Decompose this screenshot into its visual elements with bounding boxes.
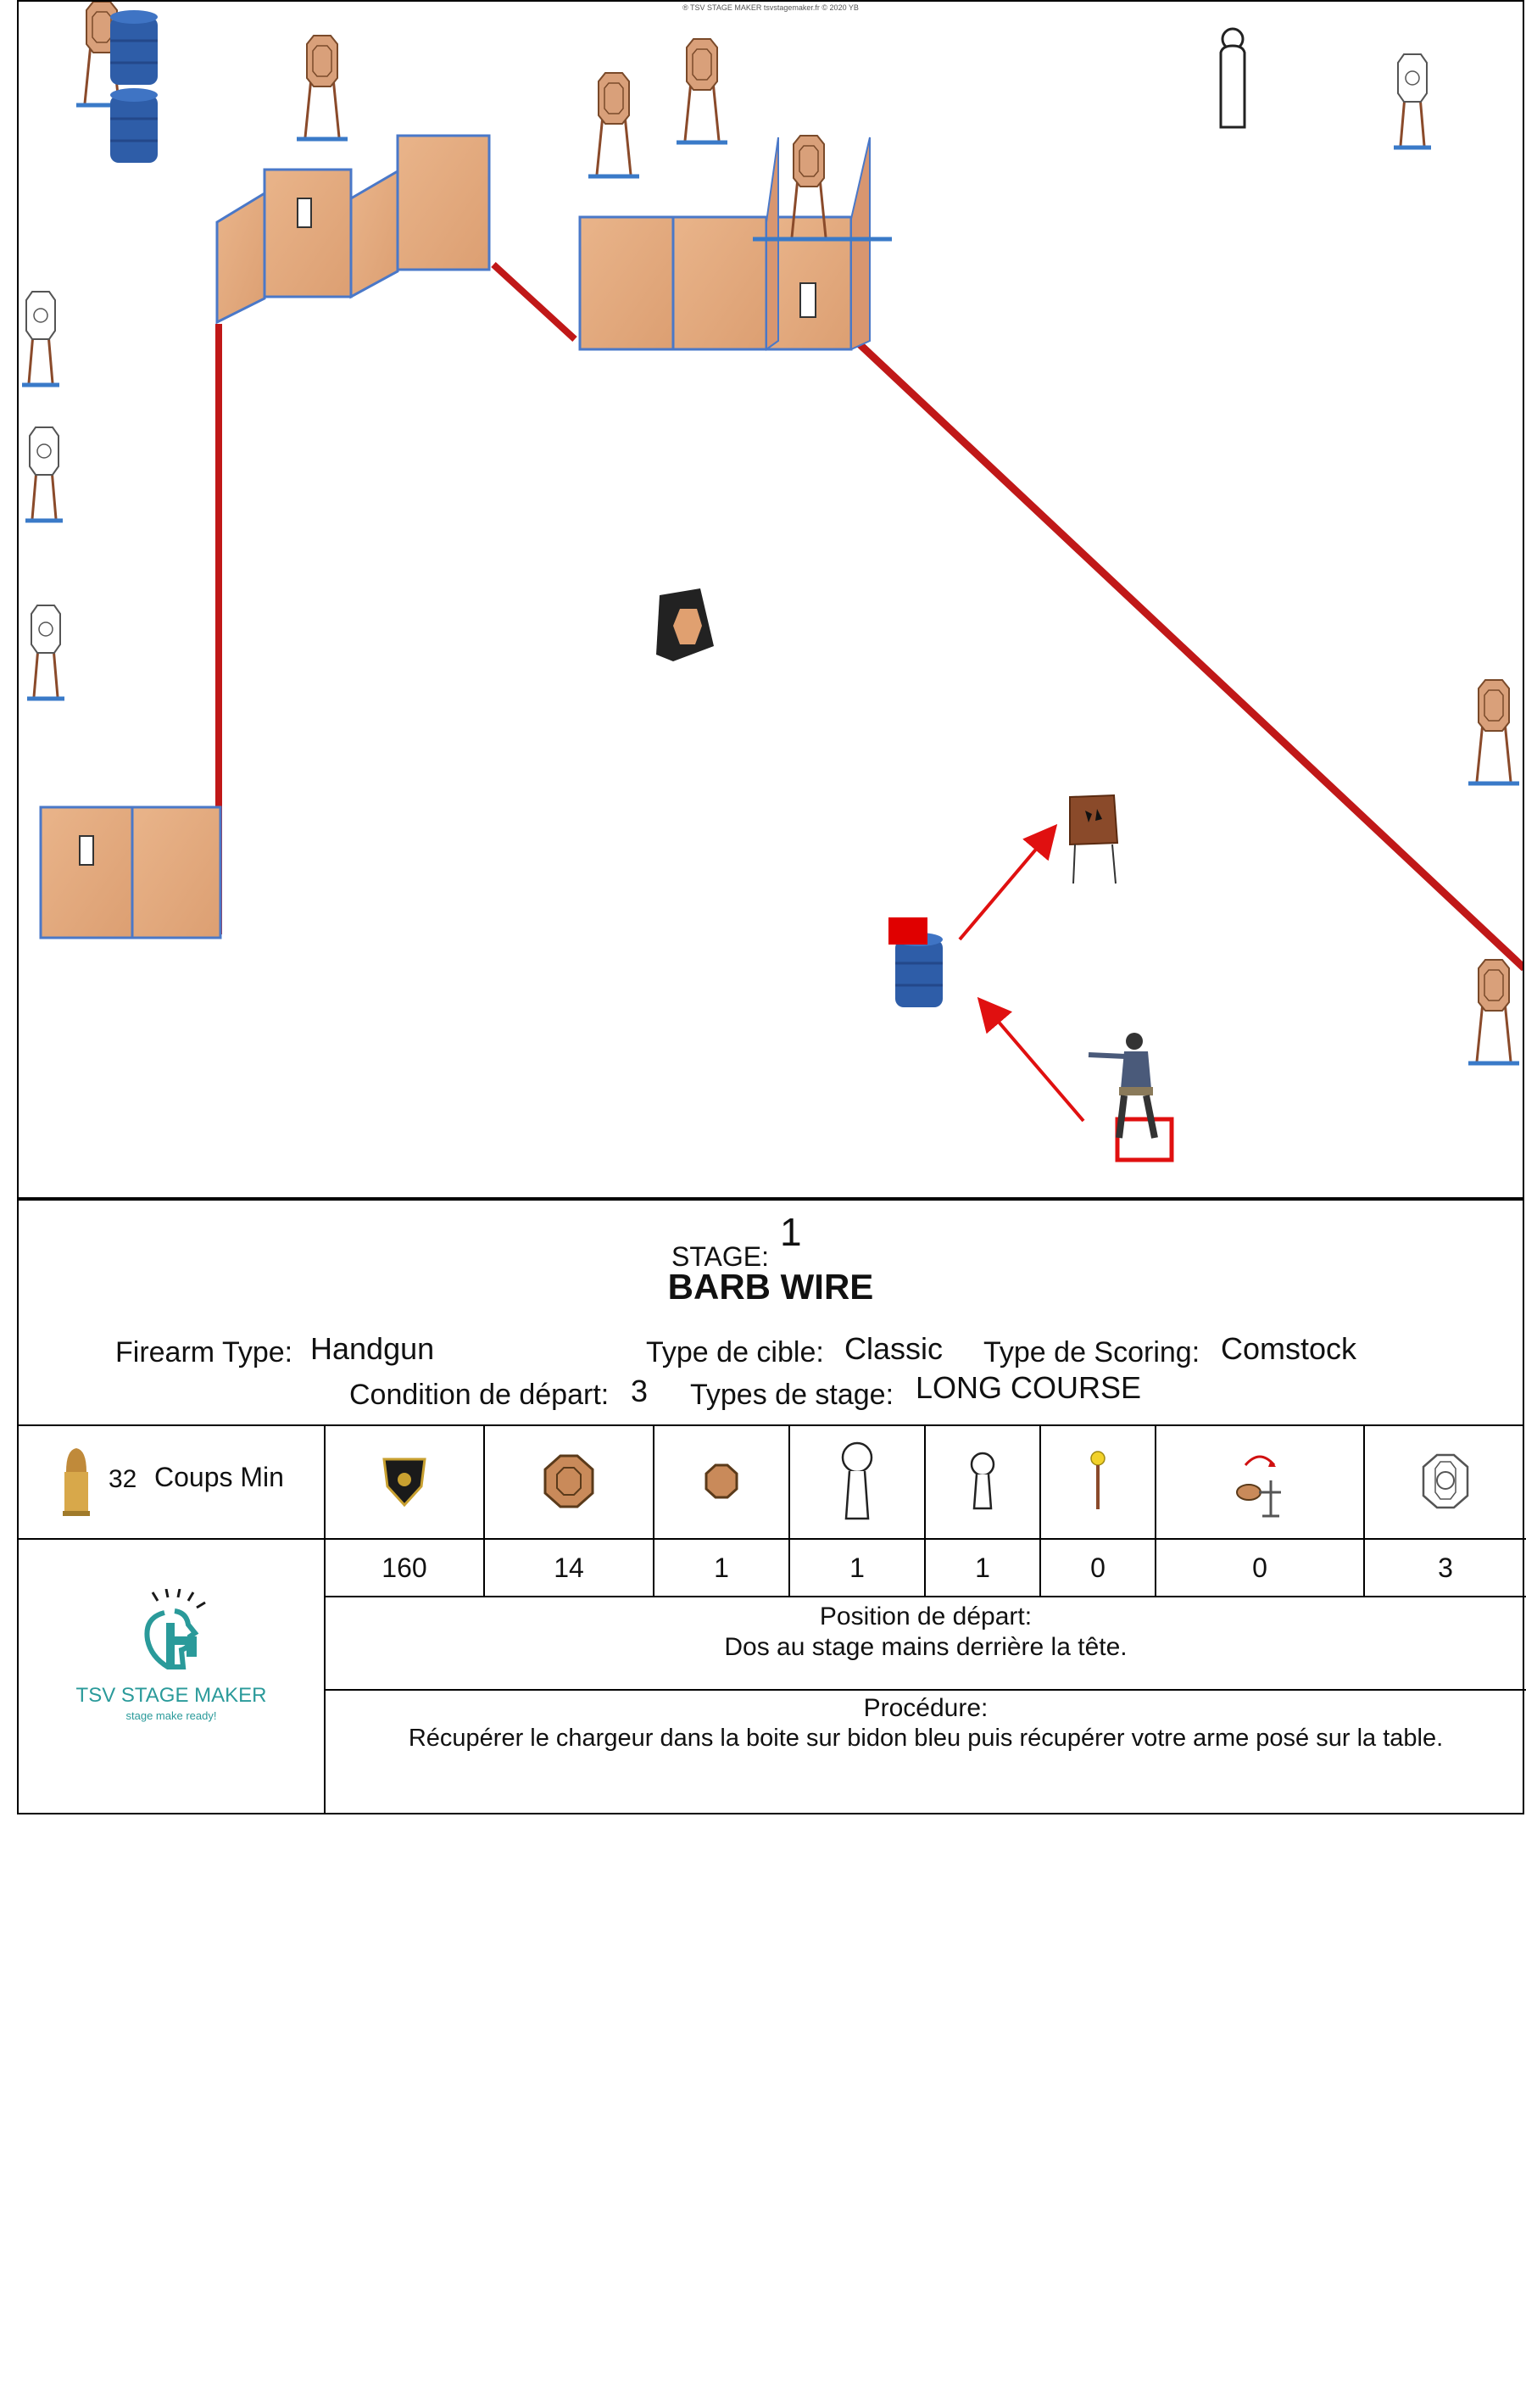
- start-position: [1089, 1033, 1172, 1160]
- target-col-2-icon: [485, 1424, 654, 1540]
- small-plate-icon: [705, 1463, 738, 1499]
- stage-type-label: Types de stage:: [690, 1379, 894, 1411]
- target-col-6-icon: [1041, 1424, 1156, 1540]
- steel-plate-icon: [543, 1454, 594, 1508]
- logo-tagline: stage make ready!: [125, 1709, 217, 1722]
- target-col-8-icon: [1365, 1424, 1526, 1540]
- procedure-cell: [326, 1691, 1526, 1813]
- stage-type-value: LONG COURSE: [916, 1370, 1142, 1405]
- start-condition-value: 3: [631, 1374, 649, 1408]
- logo-name: TSV STAGE MAKER: [75, 1684, 267, 1707]
- target-col-7-count: 0: [1156, 1540, 1365, 1597]
- mini-popper-icon: [968, 1451, 997, 1512]
- target-col-4-icon: [790, 1424, 926, 1540]
- stage-number: 1: [780, 1210, 802, 1254]
- target-col-1-count: 160: [326, 1540, 485, 1597]
- rounds-label: Coups Min: [154, 1462, 284, 1492]
- start-position-label: Position de départ:: [819, 1603, 1033, 1630]
- stage-sheet: [17, 0, 1526, 1814]
- fault-lines: [219, 265, 1524, 968]
- logo-icon: [124, 1589, 217, 1674]
- no-shoot-target: [1221, 29, 1245, 127]
- target-type-label: Type de cible:: [646, 1336, 824, 1368]
- cover-target: [656, 588, 714, 661]
- target-col-5-icon: [926, 1424, 1041, 1540]
- rounds-count: 32: [109, 1465, 137, 1493]
- firearm-type-label: Firearm Type:: [115, 1336, 293, 1368]
- target-col-3-icon: [654, 1424, 790, 1540]
- cartridge-icon: [59, 1446, 93, 1518]
- stage-title: BARB WIRE: [667, 1267, 874, 1307]
- target-col-5-count: 1: [926, 1540, 1041, 1597]
- target-grid: [17, 1424, 1524, 1814]
- procedure-text: Récupérer le chargeur dans la boite sur bidon bleu puis récupérer votre arme posé sur la table.: [408, 1725, 1444, 1752]
- movement-arrows: [960, 829, 1083, 1121]
- target-col-7-icon: [1156, 1424, 1365, 1540]
- target-col-8-count: 3: [1365, 1540, 1526, 1597]
- start-condition-label: Condition de départ:: [349, 1379, 610, 1411]
- target-col-2-count: 14: [485, 1540, 654, 1597]
- firearm-type-value: Handgun: [310, 1331, 435, 1366]
- diagram-canvas: [19, 2, 1524, 1197]
- stage-info: [17, 1197, 1524, 1426]
- target-type-value: Classic: [844, 1331, 944, 1366]
- scoring-type-value: Comstock: [1221, 1331, 1357, 1366]
- stage-diagram: [17, 0, 1524, 1197]
- credit-text: ® TSV STAGE MAKER tsvstagemaker.fr © 2020 YB: [682, 3, 859, 12]
- pin-target-icon: [1088, 1451, 1108, 1512]
- start-position-text: Dos au stage mains derrière la tête.: [724, 1633, 1128, 1661]
- target-col-3-count: 1: [654, 1540, 790, 1597]
- steel-targets: [76, 2, 1519, 1063]
- badge-icon: [382, 1456, 426, 1507]
- logo-cell: [19, 1540, 326, 1813]
- no-shoot-target-icon: [1422, 1453, 1469, 1509]
- rounds-cell: [19, 1424, 326, 1540]
- target-col-1-icon: [326, 1424, 485, 1540]
- gun-table: [1070, 795, 1117, 883]
- target-col-4-count: 1: [790, 1540, 926, 1597]
- target-col-6-count: 0: [1041, 1540, 1156, 1597]
- stage-label: STAGE:: [671, 1241, 769, 1272]
- paper-targets: [22, 54, 1431, 699]
- walls: [41, 136, 892, 938]
- popper-icon: [839, 1441, 875, 1522]
- scoring-type-label: Type de Scoring:: [983, 1336, 1200, 1368]
- procedure-label: Procédure:: [863, 1694, 989, 1722]
- swinger-icon: [1230, 1443, 1289, 1519]
- start-position-cell: [326, 1597, 1526, 1691]
